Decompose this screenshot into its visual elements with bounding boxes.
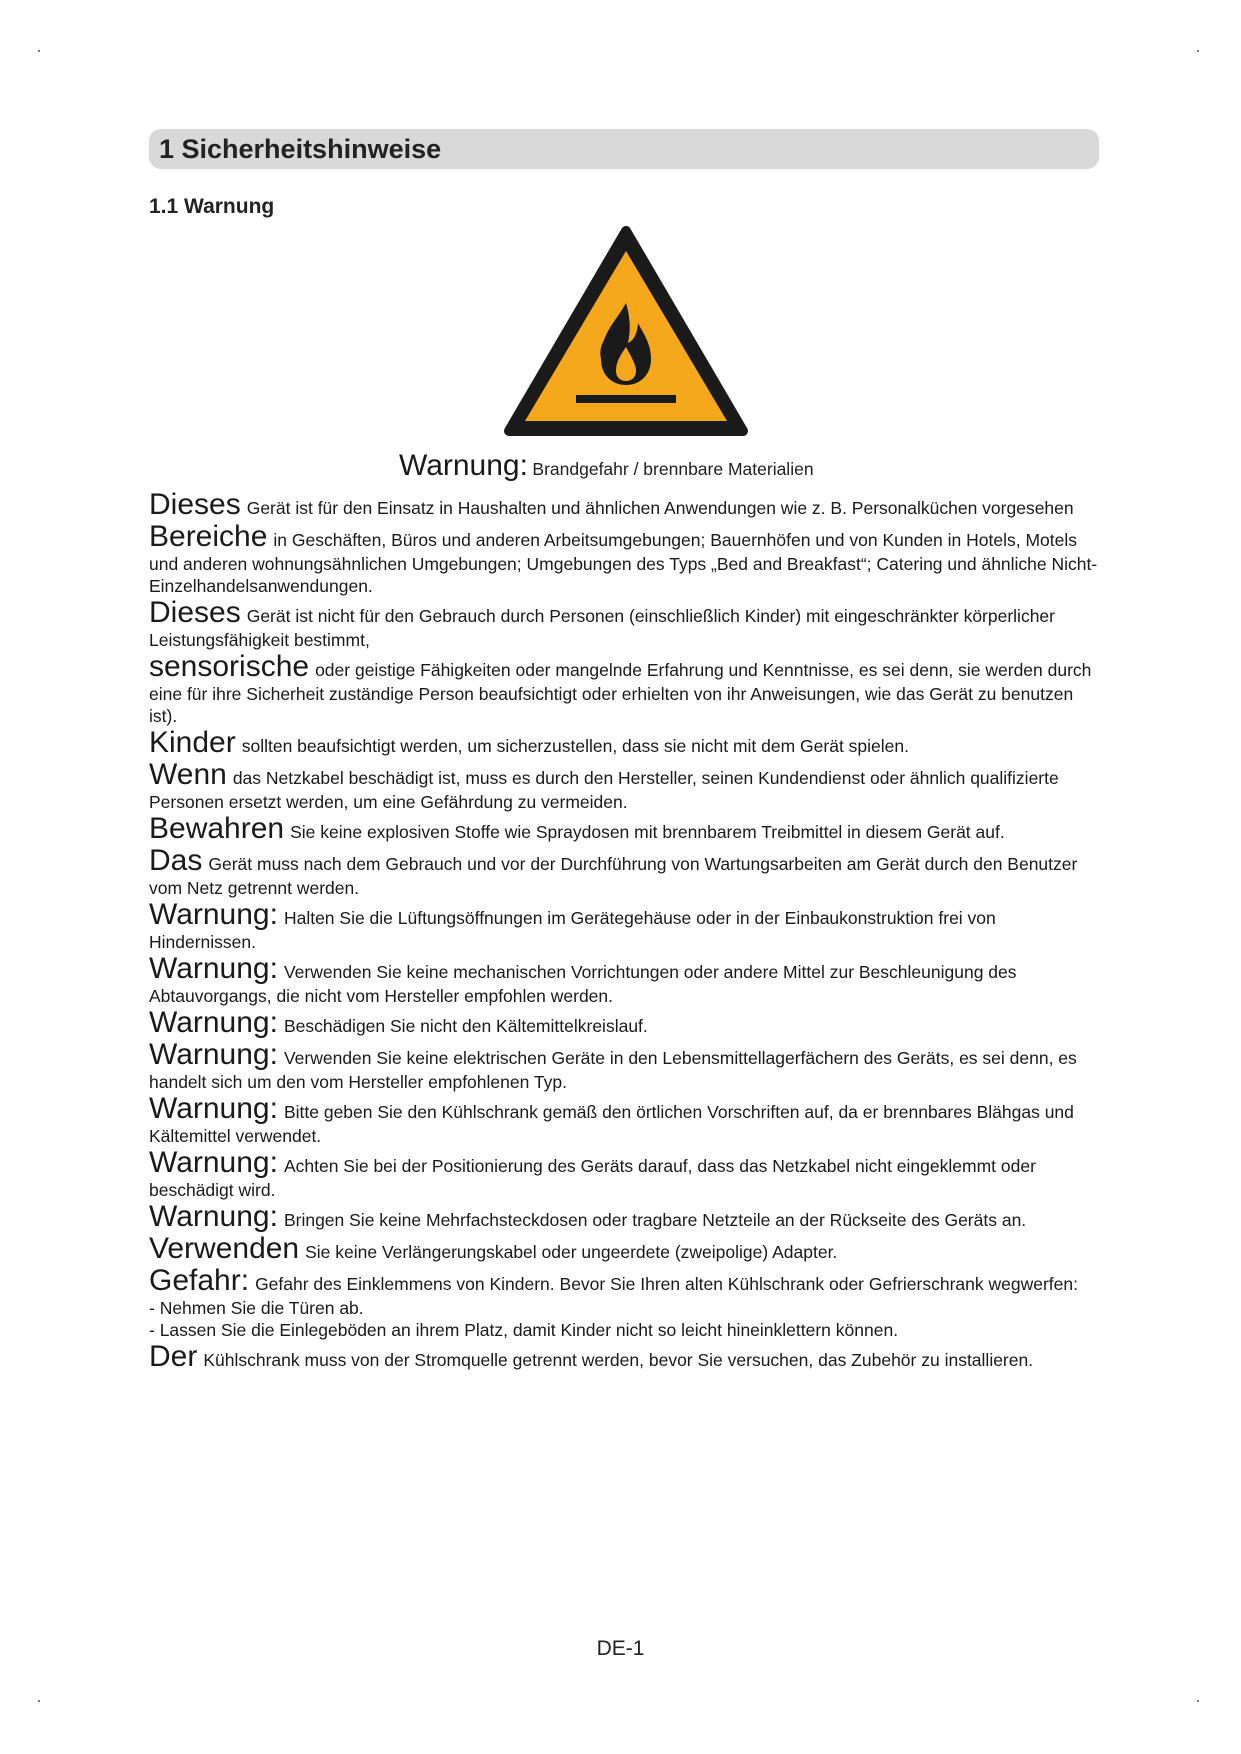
warning-sign-caption: [149, 448, 1099, 489]
dash-list-item: - Nehmen Sie die Türen ab.: [149, 1298, 364, 1318]
paragraph-text: Achten Sie bei der Positionierung des Geräts darauf, dass das Netzkabel nicht eingeklemmt oder beschädigt wird.: [149, 1156, 1036, 1200]
paragraph-text: Beschädigen Sie nicht den Kältemittelkreislauf.: [283, 1016, 648, 1036]
safety-paragraph: [149, 1093, 1099, 1147]
warning-sign: [149, 225, 1099, 450]
safety-paragraph: [149, 845, 1099, 899]
paragraph-text: Gerät ist nicht für den Gebrauch durch Personen (einschließlich Kinder) mit eingeschränkter körperlicher Leistungsfähigkeit bestimmt,: [149, 606, 1055, 650]
paragraph-lead: Warnung:: [149, 898, 278, 931]
safety-paragraph: [149, 899, 1099, 953]
safety-paragraph: [149, 1147, 1099, 1201]
paragraph-lead: Warnung:: [149, 1200, 278, 1233]
paragraph-lead: Bereiche: [149, 520, 268, 553]
corner-mark-tr: [1197, 50, 1199, 52]
caption-lead: Warnung:: [399, 449, 528, 482]
paragraph-text: Bitte geben Sie den Kühlschrank gemäß den örtlichen Vorschriften auf, da er brennbares Blähgas und Kältemittel verwendet.: [149, 1102, 1074, 1146]
dash-list-item: - Lassen Sie die Einlegeböden an ihrem Platz, damit Kinder nicht so leicht hineinklettern können.: [149, 1320, 899, 1340]
safety-paragraph: [149, 1007, 1099, 1039]
safety-paragraph: [149, 953, 1099, 1007]
paragraph-text: Kühlschrank muss von der Stromquelle getrennt werden, bevor Sie versuchen, das Zubehör zu installieren.: [203, 1350, 1034, 1370]
corner-mark-br: [1197, 1700, 1199, 1702]
safety-paragraph: [149, 1233, 1099, 1265]
paragraph-text: Verwenden Sie keine elektrischen Geräte in den Lebensmittellagerfächern des Geräts, es sei denn, es handelt sich um den vom Hersteller empfohlenen Typ.: [149, 1048, 1077, 1092]
section-title: 1 Sicherheitshinweise: [149, 129, 1099, 169]
paragraph-text: Verwenden Sie keine mechanischen Vorrichtungen oder andere Mittel zur Beschleunigung des Abtauvorgangs, die nicht vom Hersteller empfohlen werden.: [149, 962, 1017, 1006]
paragraph-text: Sie keine explosiven Stoffe wie Spraydosen mit brennbarem Treibmittel in diesem Gerät auf.: [290, 822, 1005, 842]
paragraph-lead: Gefahr:: [149, 1264, 250, 1297]
paragraph-lead: Warnung:: [149, 1092, 278, 1125]
paragraph-lead: Das: [149, 844, 203, 877]
paragraph-text: Gerät muss nach dem Gebrauch und vor der Durchführung von Wartungsarbeiten am Gerät durch den Benutzer vom Netz getrennt werden.: [149, 854, 1078, 898]
paragraph-text: Bringen Sie keine Mehrfachsteckdosen oder tragbare Netzteile an der Rückseite des Geräts an.: [283, 1210, 1027, 1230]
safety-paragraph: [149, 1201, 1099, 1233]
paragraph-lead: Warnung:: [149, 1146, 278, 1179]
paragraph-lead: Dieses: [149, 596, 241, 629]
corner-mark-tl: [38, 50, 40, 52]
document-page: [149, 129, 1099, 1373]
safety-paragraphs: [149, 489, 1099, 1297]
final-paragraph: [149, 1341, 1099, 1373]
paragraph-lead: Warnung:: [149, 952, 278, 985]
safety-paragraph: [149, 597, 1099, 651]
safety-paragraph: [149, 759, 1099, 813]
paragraph-text: in Geschäften, Büros und anderen Arbeitsumgebungen; Bauernhöfen und von Kunden in Hotels, Motels und anderen wohnungsähnlichen Umgebungen; Umgebungen des Typs „Bed and Breakfast“; Catering und ähnliche Nicht-Einzelhandelsanwendungen.: [149, 530, 1098, 596]
safety-paragraph: [149, 813, 1099, 845]
safety-paragraph: [149, 489, 1099, 521]
paragraph-text: Gefahr des Einklemmens von Kindern. Bevor Sie Ihren alten Kühlschrank oder Gefrierschrank wegwerfen:: [255, 1274, 1078, 1294]
paragraph-lead: Warnung:: [149, 1038, 278, 1071]
paragraph-lead: Wenn: [149, 758, 227, 791]
safety-paragraph: [149, 1265, 1099, 1297]
safety-paragraph: [149, 1039, 1099, 1093]
paragraph-text: oder geistige Fähigkeiten oder mangelnde Erfahrung und Kenntnisse, es sei denn, sie werden durch eine für ihre Sicherheit zuständige Person beaufsichtigt oder erhielten von ihr Anweisungen, wie das Gerät zu benutzen ist).: [149, 660, 1092, 726]
caption-text: Brandgefahr / brennbare Materialien: [532, 459, 814, 479]
paragraph-lead: Bewahren: [149, 812, 285, 845]
paragraph-lead: Der: [149, 1340, 198, 1373]
paragraph-lead: Dieses: [149, 488, 241, 521]
flammable-warning-icon: [503, 225, 749, 437]
paragraph-lead: Kinder: [149, 726, 236, 759]
safety-paragraph: [149, 727, 1099, 759]
paragraph-lead: Warnung:: [149, 1006, 278, 1039]
paragraph-text: sollten beaufsichtigt werden, um sicherzustellen, dass sie nicht mit dem Gerät spielen.: [241, 736, 909, 756]
paragraph-lead: Verwenden: [149, 1232, 300, 1265]
corner-mark-bl: [38, 1700, 40, 1702]
dash-list: [149, 1297, 1099, 1341]
paragraph-lead: sensorische: [149, 650, 310, 683]
paragraph-text: das Netzkabel beschädigt ist, muss es durch den Hersteller, seinen Kundendienst oder ähnlich qualifizierte Personen ersetzt werden, um eine Gefährdung zu vermeiden.: [149, 768, 1059, 812]
subsection-title: 1.1 Warnung: [149, 195, 275, 218]
paragraph-text: Gerät ist für den Einsatz in Haushalten und ähnlichen Anwendungen wie z. B. Personalküchen vorgesehen: [246, 498, 1074, 518]
safety-paragraph: [149, 521, 1099, 597]
page-number: DE-1: [596, 1637, 645, 1660]
paragraph-text: Sie keine Verlängerungskabel oder ungeerdete (zweipolige) Adapter.: [305, 1242, 838, 1262]
paragraph-text: Halten Sie die Lüftungsöffnungen im Gerätegehäuse oder in der Einbaukonstruktion frei von Hindernissen.: [149, 908, 996, 952]
safety-paragraph: [149, 651, 1099, 727]
